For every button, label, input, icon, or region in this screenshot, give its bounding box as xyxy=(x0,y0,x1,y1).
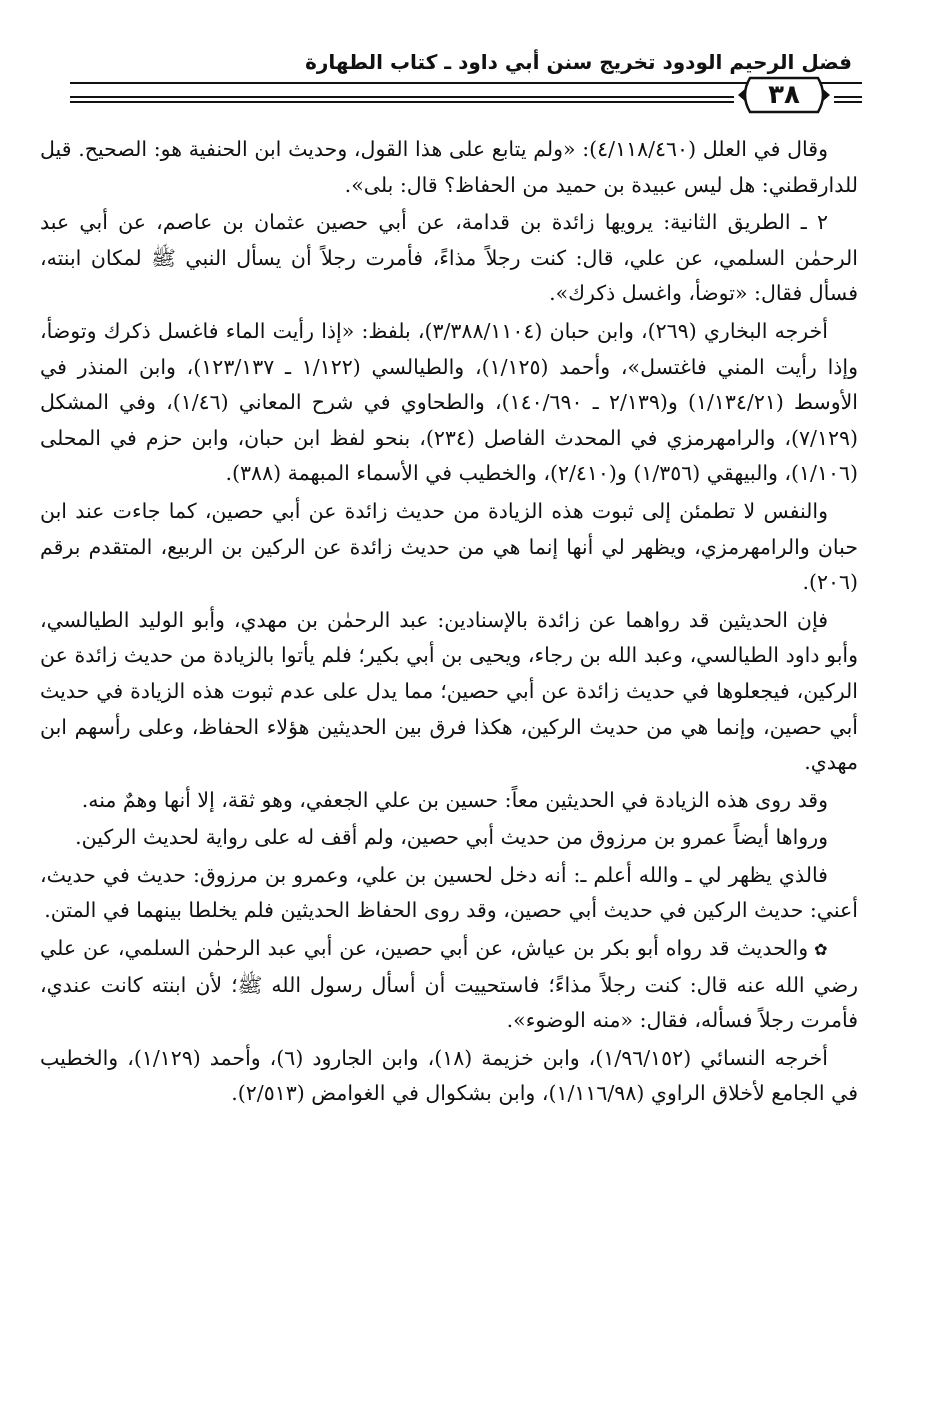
paragraph-7: ورواها أيضاً عمرو بن مرزوق من حديث أبي حصين، ولم أقف له على رواية لحديث الركين. xyxy=(75,825,828,850)
paragraph-8: فالذي يظهر لي ـ والله أعلم ـ: أنه دخل لحسين بن علي، وعمرو بن مرزوق: حديث في حديث، أعني: حديث الركين في حديث أبي حصين، وقد روى الحفاظ الحديثين فلم يخلطا بينهما في المتن. xyxy=(40,862,858,923)
header-rule-right xyxy=(834,96,862,98)
paragraph-9-text: والحديث قد رواه أبو بكر بن عياش، عن أبي حصين، عن أبي عبد الرحمٰن السلمي، عن علي رضي الله عنه قال: كنت رجلاً مذاءً؛ فاستحييت أن أسأل رسول الله ﷺ؛ لأن ابنته كانت عندي، فأمرت رجلاً فسأله، فقال: «منه الوضوء». xyxy=(40,936,858,1033)
header-rule-left-2 xyxy=(70,101,734,103)
running-title: فضل الرحيم الودود تخريج سنن أبي داود ـ كتاب الطهارة xyxy=(305,50,852,74)
paragraph-10: أخرجه النسائي (١/٩٦/١٥٢)، وابن خزيمة (١٨)، وابن الجارود (٦)، وأحمد (١/١٢٩)، والخطيب في الجامع لأخلاق الراوي (١/١١٦/٩٨)، وابن بشكوال في الغوامض (٢/٥١٣). xyxy=(40,1045,858,1106)
paragraph-6: وقد روى هذه الزيادة في الحديثين معاً: حسين بن علي الجعفي، وهو ثقة، إلا أنها وهمٌ منه. xyxy=(81,787,828,812)
paragraph-2: ٢ ـ الطريق الثانية: يرويها زائدة بن قدامة، عن أبي حصين عثمان بن عاصم، عن أبي عبد الرحمٰن السلمي، عن علي، قال: كنت رجلاً مذاءً، فأمرت رجلاً أن يسأل النبي ﷺ لمكان ابنته، فسأل فقال: «توضأ، واغسل ذكرك». xyxy=(40,210,858,306)
header-rule-right-2 xyxy=(834,101,862,103)
paragraph-5: فإن الحديثين قد رواهما عن زائدة بالإسنادين: عبد الرحمٰن بن مهدي، وأبو الوليد الطيالسي، وأبو داود الطيالسي، وعبد الله بن رجاء، ويحيى بن أبي بكير؛ فلم يأتوا بالزيادة من حديث زائدة عن الركين، فيجعلوها في حديث زائدة عن أبي حصين؛ مما يدل على عدم ثبوت هذه الزيادة في حديث أبي حصين، وإنما هي من حديث الركين، هكذا فرق بين الحديثين هؤلاء الحفاظ، وعلى رأسهم ابن مهدي. xyxy=(40,607,858,775)
flower-bullet-icon: ✿ xyxy=(814,940,828,960)
paragraph-3: أخرجه البخاري (٢٦٩)، وابن حبان (٣/٣٨٨/١١٠٤)، بلفظ: «إذا رأيت الماء فاغسل ذكرك وتوضأ، وإذا رأيت المني فاغتسل»، وأحمد (١/١٢٥)، والطيالسي (١/١٢٢ ـ ١٢٣/١٣٧)، وابن المنذر في الأوسط (١/١٣٤/٢١) و(٢/١٣٩ ـ ١٤٠/٦٩٠)، والطحاوي في شرح المعاني (١/٤٦)، وفي المشكل (٧/١٢٩)، والرامهرمزي في المحدث الفاصل (٢٣٤)، بنحو لفظ ابن حبان، وابن حزم في المحلى (١/١٠٦)، والبيهقي (١/٣٥٦) و(٢/٤١٠)، والخطيب في الأسماء المبهمة (٣٨٨). xyxy=(40,318,858,486)
page-number: ٣٨ xyxy=(768,80,800,110)
header-rule-left xyxy=(70,96,734,98)
paragraph-1: وقال في العلل (٤/١١٨/٤٦٠): «ولم يتابع على هذا القول، وحديث ابن الحنفية هو: الصحيح. قيل للدارقطني: هل ليس عبيدة بن حميد من الحفاظ؟ قال: بلى». xyxy=(40,137,858,197)
page-number-frame xyxy=(736,74,832,116)
paragraph-4: والنفس لا تطمئن إلى ثبوت هذه الزيادة من حديث زائدة عن أبي حصين، كما جاءت عند ابن حبان والرامهرمزي، ويظهر لي أنها إنما هي من حديث زائدة عن الركين بن الربيع، المتقدم برقم (٢٠٦). xyxy=(40,498,858,595)
paragraph-9 xyxy=(40,931,858,1039)
body-text xyxy=(40,132,858,1114)
